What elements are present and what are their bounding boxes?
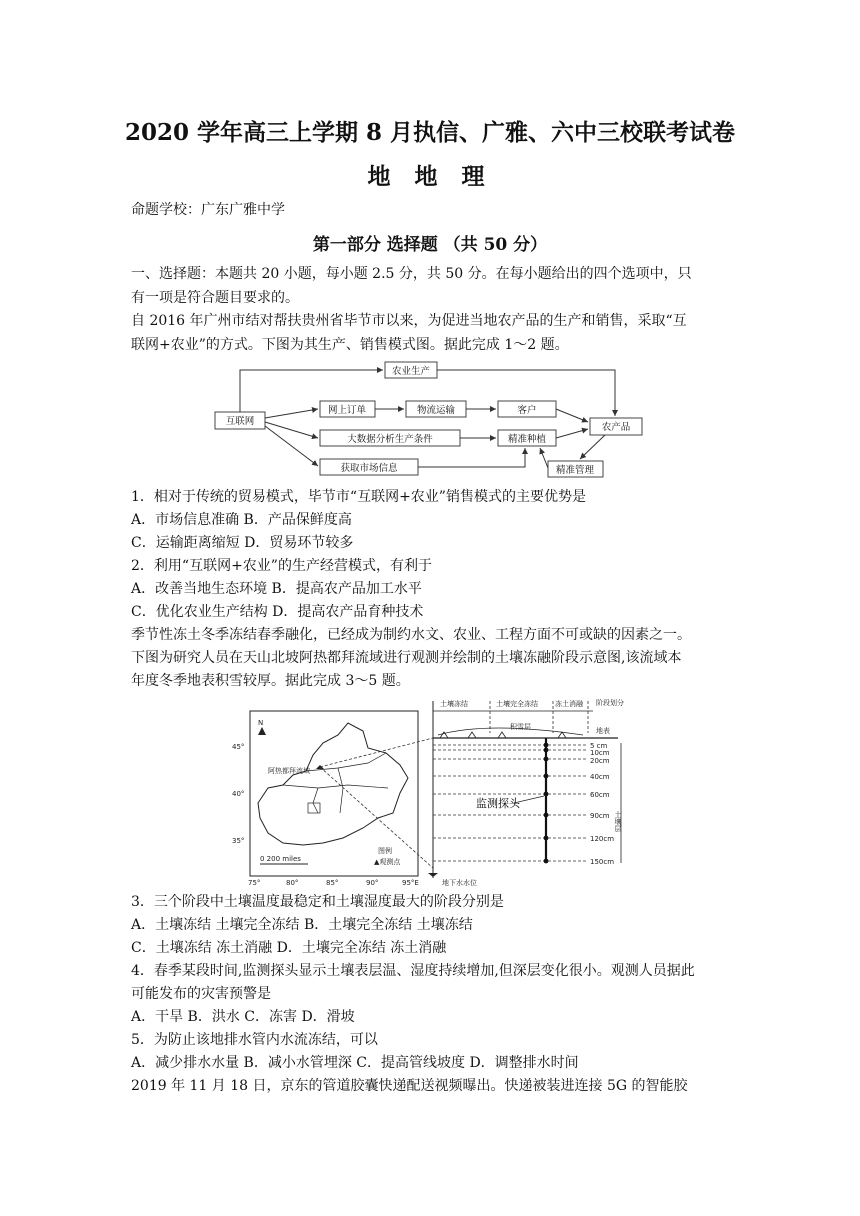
question-line: A．减少排水水量 B．减小水管埋深 C．提高管线坡度 D．调整排水时间: [131, 1055, 579, 1071]
lon-80: 80°: [286, 879, 299, 887]
passage-line: 季节性冻土冬季冻结春季融化，已经成为制约水文、农业、工程方面不可或缺的因素之一。: [131, 627, 691, 643]
passage-line: 联网+农业”的方式。下图为其生产、销售模式图。据此完成 1～2 题。: [131, 337, 569, 353]
snow-layer-label: 积雪层: [510, 723, 531, 731]
depth-40: 40cm: [590, 773, 610, 781]
question-line: C．土壤冻结 冻土消融 D．土壤完全冻结 冻土消融: [131, 940, 447, 956]
lat-35: 35°: [232, 837, 245, 845]
basin-label: 阿热都拜流域: [268, 767, 310, 775]
question-line: C．运输距离缩短 D．贸易环节较多: [131, 535, 354, 551]
question-line: A．干旱 B．洪水 C．冻害 D．滑坡: [131, 1009, 355, 1025]
lat-40: 40°: [232, 790, 245, 798]
north-label: N: [258, 719, 264, 727]
subject-title: 地 地 理: [367, 163, 493, 190]
scale-label: 0 200 miles: [260, 855, 301, 863]
soil-layer-label: 土壤层: [614, 811, 622, 832]
question-line: 可能发布的灾害预警是: [131, 986, 271, 1002]
depth-20: 20cm: [590, 757, 610, 765]
node-agri-product: 农产品: [601, 422, 631, 433]
water-level-icon: [428, 873, 438, 877]
depth-120: 120cm: [590, 835, 615, 843]
question-line: 1．相对于传统的贸易模式，毕节市“互联网+农业”销售模式的主要优势是: [131, 489, 586, 505]
depth-150: 150cm: [590, 858, 615, 866]
part-title: 第一部分 选择题 （共 50 分）: [312, 235, 548, 255]
legend-title: 图例: [378, 847, 392, 855]
depth-10: 10cm: [590, 749, 610, 757]
node-logistics: 物流运输: [416, 405, 456, 416]
probe-label: 监测探头: [476, 798, 520, 810]
node-precise-management: 精准管理: [555, 465, 595, 476]
node-precise-planting: 精准种植: [507, 434, 547, 445]
lon-75: 75°: [248, 879, 261, 887]
instructions-line: 有一项是符合题目要求的。: [131, 290, 299, 306]
passage-line: 下图为研究人员在天山北坡阿热都拜流域进行观测并绘制的土壤冻融阶段示意图,该流域本: [131, 650, 682, 666]
setter-school: 命题学校：广东广雅中学: [131, 202, 285, 218]
node-internet: 互联网: [225, 416, 255, 427]
node-bigdata: 大数据分析生产条件: [347, 434, 433, 445]
lon-95: 95°E: [402, 879, 419, 887]
surface-label: 地表: [596, 727, 610, 735]
question-line: 2．利用“互联网+农业”的生产经营模式，有利于: [131, 558, 432, 574]
legend-item: ▲观测点: [374, 858, 401, 866]
depth-5: 5 cm: [590, 742, 608, 750]
vegetation-icon: [440, 732, 566, 738]
passage-line: 2019 年 11 月 18 日，京东的管道胶囊快递配送视频曝出。快递被装进连接 5G 的智能胶: [131, 1078, 688, 1094]
passage-line: 年度冬季地表积雪较厚。据此完成 3～5 题。: [131, 673, 410, 689]
question-line: A．土壤冻结 土壤完全冻结 B．土壤完全冻结 土壤冻结: [131, 917, 473, 933]
question-line: A．市场信息准确 B．产品保鲜度高: [131, 512, 352, 528]
node-agri-production: 农业生产: [391, 366, 431, 377]
question-line: C．优化农业生产结构 D．提高农产品育种技术: [131, 604, 424, 620]
passage-line: 自 2016 年广州市结对帮扶贵州省毕节市以来，为促进当地农产品的生产和销售，采取“互: [131, 313, 687, 329]
depth-60: 60cm: [590, 791, 610, 799]
stage-freezing: 土壤冻结: [440, 700, 468, 708]
question-line: 5．为防止该地排水管内水流冻结，可以: [131, 1032, 378, 1048]
depth-90: 90cm: [590, 812, 610, 820]
lon-90: 90°: [366, 879, 379, 887]
lat-45: 45°: [232, 743, 245, 751]
stage-thawing: 冻土消融: [555, 700, 583, 708]
node-customer: 客户: [517, 405, 537, 416]
node-market-info: 获取市场信息: [340, 463, 398, 474]
question-line: A．改善当地生态环境 B．提高农产品加工水平: [131, 581, 422, 597]
instructions-line: 一、选择题：本题共 20 小题，每小题 2.5 分，共 50 分。在每小题给出的四个选项中，只: [131, 266, 692, 282]
stage-fully-frozen: 土壤完全冻结: [496, 700, 538, 708]
stage-division-label: 阶段划分: [596, 699, 624, 707]
node-online-order: 网上订单: [327, 405, 367, 416]
exam-title: 2020 学年高三上学期 8 月执信、广雅、六中三校联考试卷: [124, 119, 736, 146]
lon-85: 85°: [326, 879, 339, 887]
freeze-thaw-diagram: [228, 693, 628, 888]
question-line: 3．三个阶段中土壤温度最稳定和土壤湿度最大的阶段分别是: [131, 894, 504, 910]
question-line: 4．春季某段时间,监测探头显示土壤表层温、湿度持续增加,但深层变化很小。观测人员据此: [131, 963, 695, 979]
internet-agriculture-diagram: [210, 358, 650, 483]
groundwater-label: 地下水水位: [442, 879, 477, 887]
